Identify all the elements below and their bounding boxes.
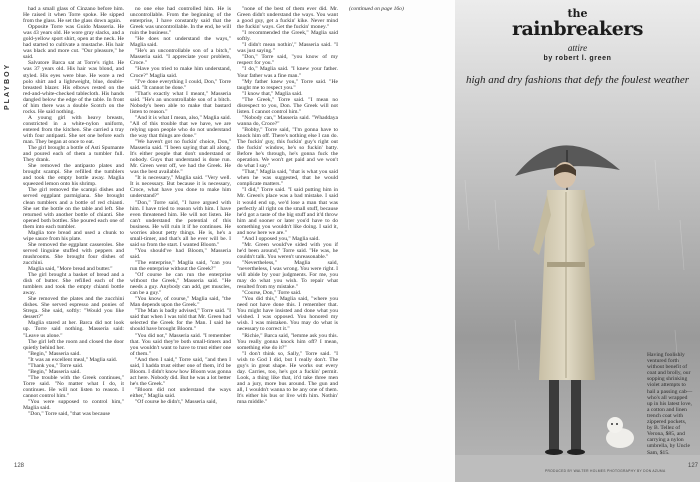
story-paragraph: "I don't think so, Sally," Torre said. "I wish to God I did, but I really don't. The guy's in great shape. He works out every day. Carries, too, he's got a fuckin' permit. Look, a thing like that, it'd take three men and a jury, more bus around. The gun and all, I wouldn't wanna to be any one of them. It's either his bus or live with him. Nothin' mna middle." — [237, 350, 338, 406]
article-tagline: high and dry fashions that defy the foulest weather — [465, 74, 690, 86]
story-paragraph: "none of the best of them ever did. Mr. Green didn't understand the ways. You want a good guy, get a fuckin' kike. Never mind the fuckin' ways. Get the fuckin' money." — [237, 6, 338, 31]
story-paragraph: "He does not understand the ways," Maglia said. — [130, 36, 231, 49]
story-paragraph: "Richie," Barca said, "lemme ask you this. You really gonna knock him off? I mean, something else do it?" — [237, 332, 338, 351]
story-paragraph: "Bloom did not understand the ways either," Maglia said. — [130, 386, 231, 399]
article-title: rainbreakers — [511, 18, 643, 40]
story-paragraph: "You were supposed to control him," Maglia said. — [23, 399, 124, 412]
column-4-text — [344, 6, 447, 12]
story-paragraph: "Thank you," Torre said. — [28, 362, 84, 369]
story-paragraph: "Bobby," Torre said, "I'm gonna have to knock him off. There's nothing else I can do. The fuckin' guy, this fuckin' guy's right out the fuckin' window, he's so fuckin' batty. Before he's through, he's gonna fuck the operation. We won't get paid and we won't do what I say." — [237, 126, 338, 170]
story-paragraph: "That's exactly what I meant," Masseria said. "He's an uncontrollable son of a bitch. Nobody's been able to make that bastard listen to reason." — [130, 90, 231, 115]
continued-note: (continued on page 16o) — [349, 6, 404, 12]
story-paragraph: "I've done everything I could, Don," Torre said. "It cannot be done." — [130, 78, 231, 91]
story-paragraph: "My father knew you," Torre said. "He taught me to respect you." — [237, 78, 338, 91]
story-paragraph: "Course, Don," Torre said. — [242, 290, 302, 297]
story-paragraph: She removed the eggplant casseroles. She served linguine stuffed with peppers and mushrooms. She brought four dishes of zucchini. — [23, 241, 124, 266]
story-paragraph: The girl removed the scampi dishes and served eggplant parmigiana. She brought clean tumblers and a bottle of red chianti. She set the bottle on the table and left. She returned with another bottle of chianti. She opened both bottles. She poured each one of them into each tumbler. — [23, 187, 124, 230]
story-column-4 — [344, 6, 447, 464]
story-paragraph: "Nobody can," Masseria said. "Whaddaya wanna do, Croce?" — [237, 114, 338, 127]
story-paragraph: "The Greek," Torre said. "I mean no disrespect to you, Don. The Greek will not listen. I cannot control him." — [237, 96, 338, 115]
story-column-1 — [23, 6, 124, 464]
page-number-left: 128 — [14, 463, 25, 469]
story-paragraph: "I recommended the Greek," Maglia said softly. — [237, 30, 338, 43]
story-paragraph: "You should've had Bloom," Masseria said. — [130, 247, 231, 260]
story-paragraph: "Have you tried to make him understand, Croce?" Maglia said. — [130, 66, 231, 79]
story-paragraph: "Begin," Masseria said. — [28, 368, 81, 375]
story-paragraph: "Mr. Green would've sided with you if he'd been around," Torre said. "He was, he couldn't talk. You weren't unreasonable." — [237, 241, 338, 260]
story-paragraph: Opposite Torre was Guido Masseria. He was 43 years old. He wore gray slacks, and a gold-yellow sport shirt, open at the neck. He had started to cultivate a mustache. His hair was black and more cut. "Our pleasure," he said. — [23, 24, 124, 61]
story-paragraph: "I did," Torre said. "I said putting him in Mr. Green's place was a bad mistake. I said it would end up, we'd lose a man that was perfectly all right on the small stuff, because he'd got a taste of the big stuff and it'd throw him and sooner or later you'd have to do something you wouldn't like doing. I said it, and now here we are." — [237, 187, 338, 236]
photo-credits: PRODUCED BY WALTER HOLMES PHOTOGRAPHY BY DON AZUMA — [545, 469, 666, 473]
story-paragraph: Maglia stared at her. Barca did not look up. Torre said nothing. Masseria said: "Leave us alone." — [23, 320, 124, 339]
story-paragraph: had a small glass of Cinzano before him. He raised it when Torre spoke. He sipped from the glass. He set the glass down again. — [23, 6, 124, 25]
story-paragraph: "Don," Torre said, "you know of my respect for you." — [237, 54, 338, 67]
story-paragraph: "That," Maglia said, "that is what you said when he was suggested, that he would complicate matters." — [237, 169, 338, 188]
story-paragraph: Maglia tore bread and used a chunk to wipe sauce from his plate. — [23, 229, 124, 242]
story-paragraph: The girl brought a basket of bread and a dish of butter. She refilled each of the tumblers and took the empty chianti bottle away. — [23, 272, 124, 297]
story-paragraph: "He's an uncontrollable son of a bitch," Masseria said. "I appreciate your problem, Croce." — [130, 48, 231, 67]
story-paragraph: "And it is what I mean, also," Maglia said. "All of this trouble that we have, we are relying upon people who do not understand the way that things are done." — [130, 114, 231, 139]
story-paragraph: "Of course he can run the enterprise without the Greek," Masseria said. "He needs a guy. Anybody can add, get muscles, can be a guy." — [130, 272, 231, 297]
story-paragraph: "The trouble with the Greek continues," Torre said. "No matter what I do, it continues. He will not listen to reason. I cannot control him." — [23, 374, 124, 399]
page-number-right: 127 — [688, 463, 699, 469]
story-paragraph: The girl brought a bottle of Asti Spumante and poured each of them a tumbler full. They drank. — [23, 145, 124, 164]
story-paragraph: "And I opposed you," Maglia said. — [242, 235, 320, 242]
story-column-2 — [130, 6, 231, 464]
story-paragraph: "Don," Torre said, "I have argued with him. I have tried to reason with him. I have even threatened him. He will not listen. He can't understand the potential of this business. He will ruin it if he continues. He worries about petty things. He is, he's a small-timer, and that's all he ever will be. I said so from the start. I wanted Bloom." — [130, 199, 231, 248]
story-paragraph: "Begin," Masseria said. — [28, 350, 81, 357]
story-paragraph: "It is necessary," Maglia said. "Very well. It is necessary. But because it is necessary, Croce, what have you done to make him understand?" — [130, 175, 231, 200]
story-paragraph: "The Man is badly advised," Torre said. "I said that when I was told that Mr. Green had selected the Greek for the Man. I said he should have brought Bloom." — [130, 308, 231, 333]
story-paragraph: Salvatore Barca sat at Torre's right. He was 37 years old. His hair was blond, and styled. His eyes were blue. He wore a red polo shirt and a lightweight, blue, double-breasted blazer. His elbows rested on the red-and-white-checked tablecloth. His hands dangled below the edge of the table. In front of him there was a double Scotch on the rocks. He said nothing. — [23, 60, 124, 115]
story-paragraph: "I know that," Maglia said. — [242, 90, 303, 97]
article-byline: by robert l. green — [543, 55, 612, 62]
story-paragraph: "We haven't got no fuckin' choice, Don," Masseria said. "I been saying that all along. It's either people that don't understand or nobody. Guys that understand is done run. Mr. Green went off, we had the Greek. He was the best available." — [130, 139, 231, 176]
story-paragraph: "Of course he didn't," Masseria said, — [135, 399, 217, 406]
story-paragraph: "And then I said," Torre said, "and then I said, I hadda trust either one of them, it'd be Bloom. I didn't know how Bloom was gonna act here. Nobody did. But he was a lot better he's the Greek." — [130, 356, 231, 387]
story-paragraph: "You did this," Maglia said, "where you need not have done this. I remember that. You might have insisted and done what you wished. I was opposed. You honored my wish. I was mistaken. You may do what is necessary to correct it." — [237, 296, 338, 333]
story-paragraph: "I do," Maglia said. "I knew your father. Your father was a fine man." — [237, 66, 338, 79]
story-paragraph: "The enterprise," Maglia said, "can you run the enterprise without the Greek?" — [130, 259, 231, 273]
story-paragraph: "It was an excellent meal," Maglia said. — [28, 356, 118, 363]
story-paragraph: "Don," Torre said, "that was because — [28, 411, 111, 418]
story-paragraph: A young girl with heavy breasts, constricted in a white-nylon uniform, entered from the kitchen. She carried a tray with four antipasti. She set one before each man. They began at once to eat. — [23, 114, 124, 146]
story-paragraph: The girl left the room and closed the door quietly behind her. — [23, 338, 124, 351]
story-paragraph: "Nevertheless," Maglia said, "nevertheless, I was wrong. You were right. I will abide by your judgments. For me, you may do what you wish. To repair what resulted from my mistake." — [237, 259, 338, 291]
article-title-small: the — [567, 7, 588, 20]
article-section: attire — [567, 43, 588, 53]
story-paragraph: "You did not," Masseria said. "I remember that. You said they're both small-timers and you wouldn't want to have to trust either one of them." — [130, 332, 231, 357]
magazine-name: PLAYBOY — [4, 62, 11, 110]
story-paragraph: no one else had controlled him. He is uncontrollable. From the beginning of the enterprise, I have constantly said that the Greek was uncontrollable. In the end, he will ruin the business." — [130, 6, 231, 37]
photo-caption: Having foolishly ventured forth without benefit of coat and brolly, our sopping shrinking violet attempts to hail a passing cab—who's all wrapped up in his latest love, a cotton and linen trench coat with zippered pockets, by B. Tellez of Verona, $85, and carrying a nylon umbrella, by Uncle Sam, $15. — [647, 352, 693, 456]
story-paragraph: Maglia said, "More bread and butter." — [28, 266, 113, 273]
story-paragraph: "You know, of course," Maglia said, "the Man depends upon the Greek." — [130, 296, 231, 309]
story-paragraph: "I didn't mean nothin'," Masseria said. "I was just saying." — [237, 42, 338, 55]
story-paragraph: She removed the plates and the zucchini dishes. She served espresso and ponies of Strega. She said, softly: "Would you like dessert?" — [23, 296, 124, 321]
story-column-3 — [237, 6, 338, 464]
story-paragraph: She removed the antipasto plates and brought scampi. She refilled the tumblers and took the empty bottle away. Maglia squeezed lemon onto his shrimp. — [23, 163, 124, 188]
article-header — [455, 8, 700, 86]
